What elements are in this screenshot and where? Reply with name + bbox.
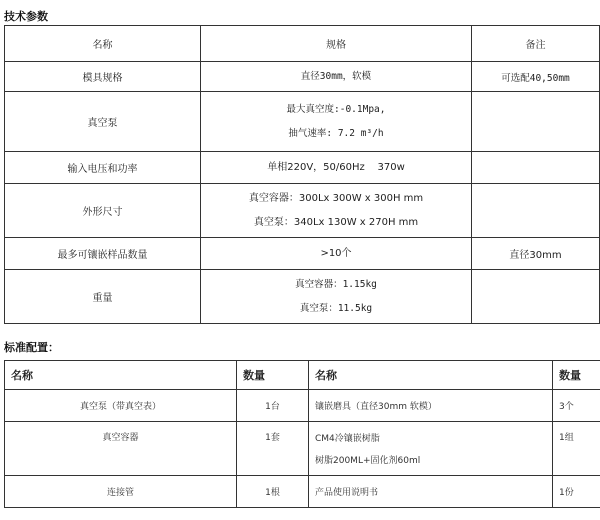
row-spec bbox=[201, 92, 472, 152]
item-name: 镶嵌磨具（直径30mm 软模） bbox=[309, 390, 553, 422]
header-name-1: 名称 bbox=[5, 361, 237, 390]
table-header-row bbox=[5, 26, 600, 62]
table-row bbox=[5, 270, 600, 324]
spec-line: 抽气速率: 7.2 m³/h bbox=[288, 127, 384, 139]
spec-line: 真空泵：11.5kg bbox=[299, 302, 373, 314]
spec-line: 直径30mm，软模 bbox=[300, 70, 372, 82]
spec-line: 最大真空度:-0.1Mpa, bbox=[286, 103, 386, 115]
row-note bbox=[472, 92, 600, 152]
table-row bbox=[5, 238, 600, 270]
table-header-row bbox=[5, 361, 600, 390]
table-row bbox=[5, 422, 600, 476]
table-row bbox=[5, 476, 600, 508]
table-row bbox=[5, 62, 600, 92]
header-note: 备注 bbox=[472, 26, 600, 62]
row-note bbox=[472, 62, 600, 92]
note-text: 可选配40,50mm bbox=[501, 72, 570, 84]
row-name: 最多可镶嵌样品数量 bbox=[5, 238, 201, 270]
row-spec bbox=[201, 152, 472, 184]
spec-line: 真空容器：1.15kg bbox=[295, 278, 377, 290]
spec-line: >10个 bbox=[320, 247, 352, 259]
spec-line: 单相220V，50/60Hz 370w bbox=[267, 161, 405, 173]
standard-config-title: 标准配置： bbox=[4, 341, 59, 354]
header-qty-2: 数量 bbox=[553, 361, 600, 390]
row-name: 外形尺寸 bbox=[5, 184, 201, 238]
item-name: 连接管 bbox=[5, 476, 237, 508]
item-name-detail: 树脂200ML+固化剂60ml bbox=[315, 455, 421, 466]
row-spec bbox=[201, 62, 472, 92]
header-name: 名称 bbox=[5, 26, 201, 62]
item-qty: 1台 bbox=[237, 390, 309, 422]
header-spec: 规格 bbox=[201, 26, 472, 62]
tech-params-title: 技术参数 bbox=[4, 10, 48, 23]
item-qty: 1份 bbox=[553, 476, 600, 508]
row-name: 模具规格 bbox=[5, 62, 201, 92]
standard-config-table bbox=[4, 360, 600, 508]
row-name: 重量 bbox=[5, 270, 201, 324]
table-row bbox=[5, 390, 600, 422]
table-row bbox=[5, 152, 600, 184]
row-spec bbox=[201, 238, 472, 270]
row-name: 输入电压和功率 bbox=[5, 152, 201, 184]
item-qty: 3个 bbox=[553, 390, 600, 422]
item-qty: 1组 bbox=[553, 422, 600, 476]
header-name-2: 名称 bbox=[309, 361, 553, 390]
item-name-cell bbox=[309, 422, 553, 476]
item-name: 产品使用说明书 bbox=[309, 476, 553, 508]
row-spec bbox=[201, 270, 472, 324]
item-qty: 1根 bbox=[237, 476, 309, 508]
tech-params-table bbox=[4, 25, 600, 324]
table-row bbox=[5, 92, 600, 152]
item-qty: 1套 bbox=[237, 422, 309, 476]
row-note: 直径30mm bbox=[472, 238, 600, 270]
table-row bbox=[5, 184, 600, 238]
item-name: 真空容器 bbox=[5, 422, 237, 476]
spec-line: 真空泵：340Lx 130W x 270H mm bbox=[253, 216, 419, 228]
row-note bbox=[472, 152, 600, 184]
row-name: 真空泵 bbox=[5, 92, 201, 152]
row-note bbox=[472, 270, 600, 324]
header-qty-1: 数量 bbox=[237, 361, 309, 390]
row-note bbox=[472, 184, 600, 238]
row-spec bbox=[201, 184, 472, 238]
item-name: CM4冷镶嵌树脂 bbox=[315, 433, 380, 444]
item-name: 真空泵（带真空表） bbox=[5, 390, 237, 422]
spec-line: 真空容器：300Lx 300W x 300H mm bbox=[248, 192, 424, 204]
